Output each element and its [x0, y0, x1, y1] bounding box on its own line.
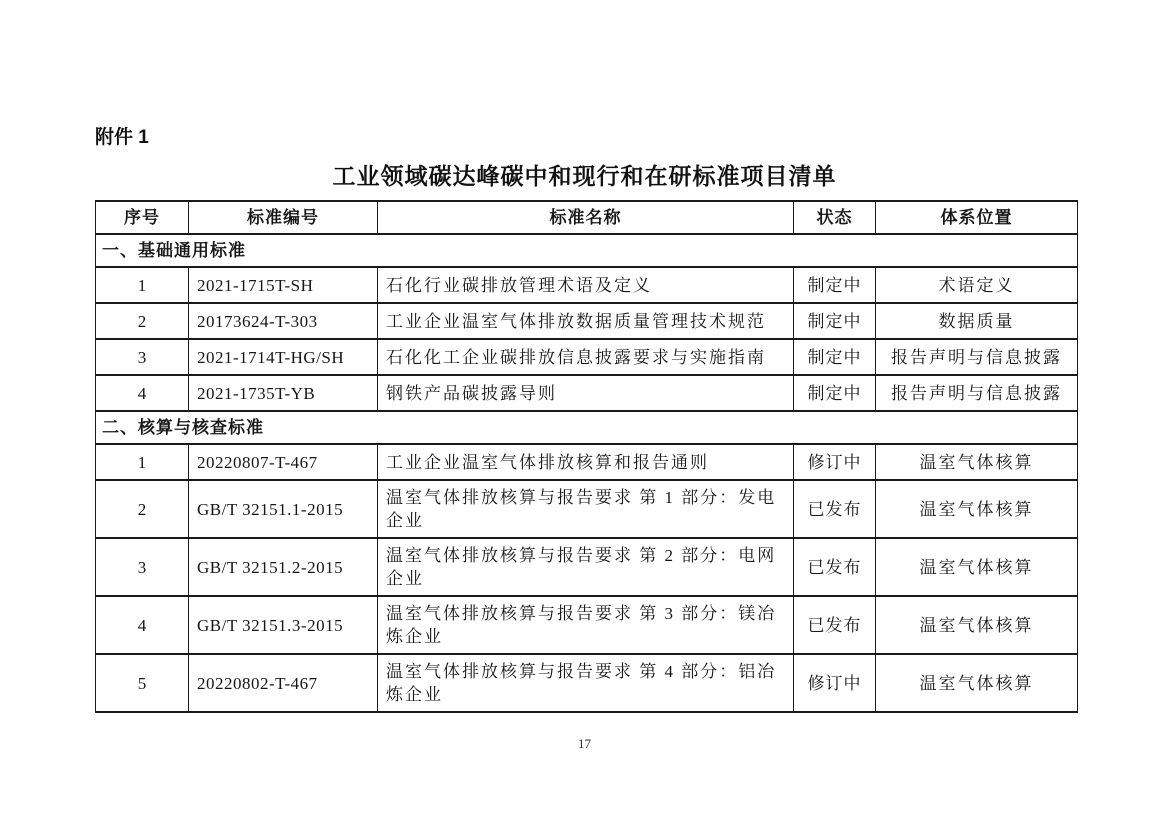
- standard-name: 温室气体排放核算与报告要求 第 2 部分：电网企业: [378, 538, 794, 596]
- standard-name: 温室气体排放核算与报告要求 第 3 部分：镁冶炼企业: [378, 596, 794, 654]
- table-row: [96, 267, 1078, 303]
- row-index: 1: [96, 267, 189, 303]
- standard-name: 温室气体排放核算与报告要求 第 4 部分：铝冶炼企业: [378, 654, 794, 712]
- table-row: [96, 480, 1078, 538]
- system-position: 温室气体核算: [876, 538, 1078, 596]
- section-title: 二、核算与核查标准: [96, 411, 1078, 444]
- header-standard-name: 标准名称: [378, 201, 794, 234]
- system-position: 温室气体核算: [876, 444, 1078, 480]
- status: 制定中: [794, 339, 876, 375]
- row-index: 3: [96, 339, 189, 375]
- system-position: 温室气体核算: [876, 654, 1078, 712]
- status: 制定中: [794, 375, 876, 411]
- standards-table: [95, 200, 1078, 713]
- section-title: 一、基础通用标准: [96, 234, 1078, 267]
- status: 修订中: [794, 654, 876, 712]
- standard-name: 工业企业温室气体排放数据质量管理技术规范: [378, 303, 794, 339]
- standard-number: 20220802-T-467: [189, 654, 378, 712]
- row-index: 4: [96, 596, 189, 654]
- header-system-position: 体系位置: [876, 201, 1078, 234]
- standard-number: 2021-1735T-YB: [189, 375, 378, 411]
- header-row-index: 序号: [96, 201, 189, 234]
- standard-name: 石化化工企业碳排放信息披露要求与实施指南: [378, 339, 794, 375]
- standard-name: 工业企业温室气体排放核算和报告通则: [378, 444, 794, 480]
- table-row: [96, 375, 1078, 411]
- table-row: [96, 538, 1078, 596]
- table-header: [96, 201, 1078, 234]
- standards-table-body: [96, 234, 1078, 712]
- standard-number: GB/T 32151.1-2015: [189, 480, 378, 538]
- section-header-row: [96, 234, 1078, 267]
- row-index: 2: [96, 480, 189, 538]
- standard-number: 20173624-T-303: [189, 303, 378, 339]
- system-position: 温室气体核算: [876, 480, 1078, 538]
- table-row: [96, 444, 1078, 480]
- standard-name: 温室气体排放核算与报告要求 第 1 部分：发电企业: [378, 480, 794, 538]
- standard-number: GB/T 32151.2-2015: [189, 538, 378, 596]
- row-index: 2: [96, 303, 189, 339]
- table-row: [96, 654, 1078, 712]
- standard-number: 2021-1715T-SH: [189, 267, 378, 303]
- status: 已发布: [794, 480, 876, 538]
- status: 修订中: [794, 444, 876, 480]
- row-index: 4: [96, 375, 189, 411]
- system-position: 报告声明与信息披露: [876, 375, 1078, 411]
- status: 已发布: [794, 538, 876, 596]
- row-index: 3: [96, 538, 189, 596]
- status: 制定中: [794, 267, 876, 303]
- row-index: 5: [96, 654, 189, 712]
- standard-name: 钢铁产品碳披露导则: [378, 375, 794, 411]
- header-standard-number: 标准编号: [189, 201, 378, 234]
- page-number: 17: [578, 736, 591, 751]
- standard-number: GB/T 32151.3-2015: [189, 596, 378, 654]
- header-status: 状态: [794, 201, 876, 234]
- status: 已发布: [794, 596, 876, 654]
- system-position: 报告声明与信息披露: [876, 339, 1078, 375]
- system-position: 术语定义: [876, 267, 1078, 303]
- table-row: [96, 596, 1078, 654]
- system-position: 温室气体核算: [876, 596, 1078, 654]
- section-header-row: [96, 411, 1078, 444]
- table-row: [96, 339, 1078, 375]
- system-position: 数据质量: [876, 303, 1078, 339]
- header-row: [96, 201, 1078, 234]
- page-title: 工业领域碳达峰碳中和现行和在研标准项目清单: [332, 163, 837, 189]
- attachment-label: 附件 1: [95, 127, 149, 148]
- standard-number: 20220807-T-467: [189, 444, 378, 480]
- table-row: [96, 303, 1078, 339]
- status: 制定中: [794, 303, 876, 339]
- standard-number: 2021-1714T-HG/SH: [189, 339, 378, 375]
- standard-name: 石化行业碳排放管理术语及定义: [378, 267, 794, 303]
- row-index: 1: [96, 444, 189, 480]
